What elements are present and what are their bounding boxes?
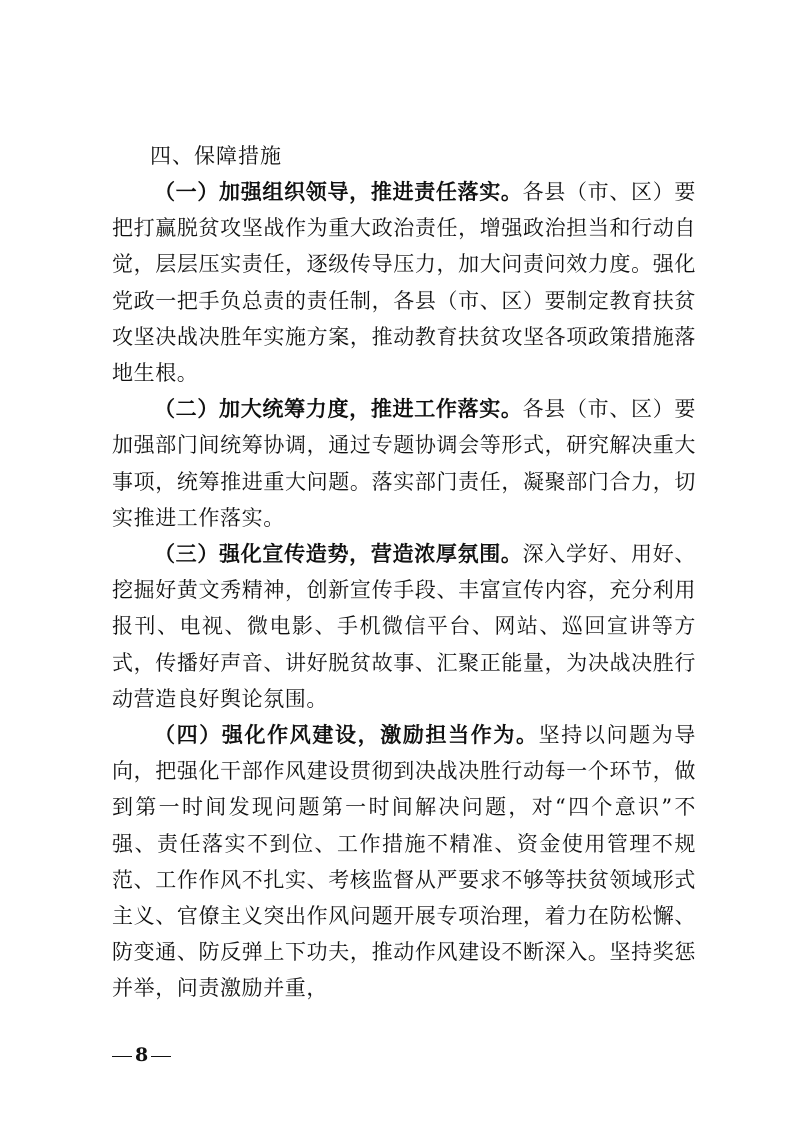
paragraph-3 [112,536,696,717]
paragraph-1 [112,174,696,391]
paragraph-3-text: 深入学好、用好、挖掘好黄文秀精神，创新宣传手段、丰富宣传内容，充分利用报刊、电视、微电影、手机微信平台、网站、巡回宣讲等方式，传播好声音、讲好脱贫故事、汇聚正能量，为决战决胜行动营造良好舆论氛围。 [112,542,696,711]
paragraph-3-title: （三）强化宣传造势，营造浓厚氛围。 [154,542,523,567]
paragraph-4-text: 坚持以问题为导向，把强化干部作风建设贯彻到决战决胜行动每一个环节，做到第一时间发现问题第一时间解决问题，对“四个意识”不强、责任落实不到位、工作措施不精准、资金使用管理不规范、工作作风不扎实、考核监督从严要求不够等扶贫领域形式主义、官僚主义突出作风问题开展专项治理，着力在防松懈、防变通、防反弹上下功夫，推动作风建设不断深入。坚持奖惩并举，问责激励并重， [112,723,696,1001]
paragraph-1-title: （一）加强组织领导，推进责任落实。 [154,180,523,204]
paragraph-2-text: 各县（市、区）要加强部门间统筹协调，通过专题协调会等形式，研究解决重大事项，统筹推进重大问题。落实部门责任，凝聚部门合力，切实推进工作落实。 [112,397,696,530]
paragraph-4 [112,717,696,1007]
paragraph-1-text: 各县（市、区）要把打赢脱贫攻坚战作为重大政治责任，增强政治担当和行动自觉，层层压实责任，逐级传导压力，加大问责问效力度。强化党政一把手负总责的责任制，各县（市、区）要制定教育扶贫攻坚决战决胜年实施方案，推动教育扶贫攻坚各项政策措施落地生根。 [112,180,696,386]
footer-dash-right [151,1056,171,1057]
footer-dash-left [112,1056,132,1057]
paragraph-2 [112,391,696,536]
page-footer [112,1043,171,1067]
paragraph-2-title: （二）加大统筹力度，推进工作落实。 [154,397,523,422]
paragraph-4-title: （四）强化作风建设，激励担当作为。 [154,723,539,748]
document-body [112,138,696,1007]
page-number: 8 [135,1044,149,1066]
section-heading: 四、保障措施 [150,144,282,168]
